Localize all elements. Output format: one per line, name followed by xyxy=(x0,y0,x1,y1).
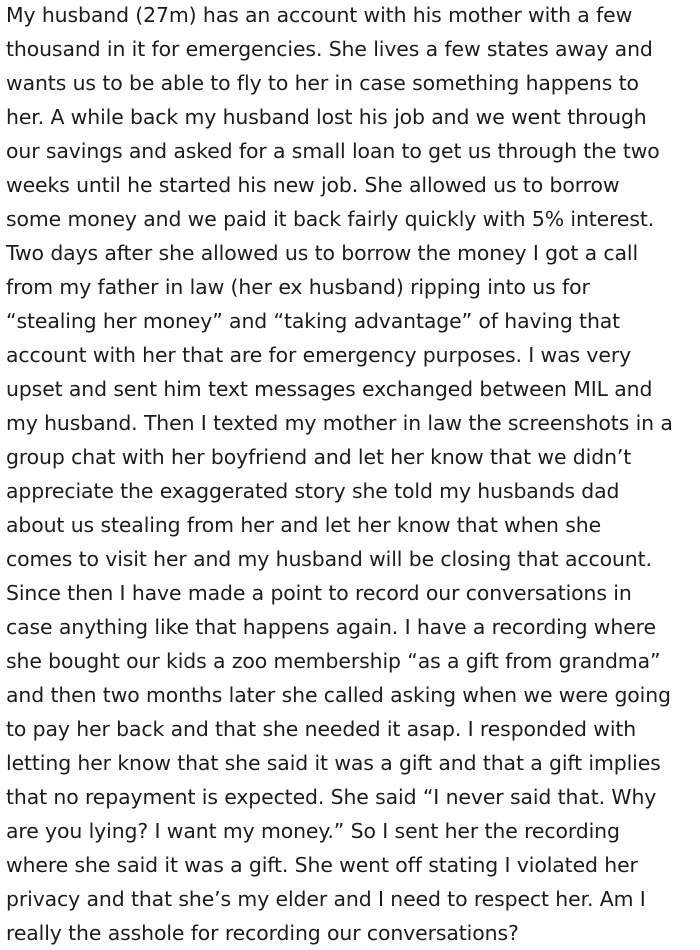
post-text-line: my husband. Then I texted my mother in law the screenshots in a xyxy=(6,411,673,435)
post-text-line: from my father in law (her ex husband) ripping into us for xyxy=(6,275,590,299)
post-text-line: and then two months later she called asking when we were going xyxy=(6,683,671,707)
post-text-line: privacy and that she’s my elder and I need to respect her. Am I xyxy=(6,887,646,911)
post-text-line: “stealing her money” and “taking advantage” of having that xyxy=(6,309,621,333)
post-text-line: that no repayment is expected. She said “I never said that. Why xyxy=(6,785,657,809)
post-text-line: wants us to be able to fly to her in case something happens to xyxy=(6,71,639,95)
post-text-line: letting her know that she said it was a gift and that a gift implies xyxy=(6,751,661,775)
post-text-line: upset and sent him text messages exchanged between MIL and xyxy=(6,377,653,401)
post-text-line: Two days after she allowed us to borrow the money I got a call xyxy=(6,241,639,265)
post-text-line: account with her that are for emergency purposes. I was very xyxy=(6,343,632,367)
post-text-line: our savings and asked for a small loan to get us through the two xyxy=(6,139,660,163)
post-text-line: comes to visit her and my husband will be closing that account. xyxy=(6,547,652,571)
post-text-line: thousand in it for emergencies. She lives a few states away and xyxy=(6,37,653,61)
post-text-line: Since then I have made a point to record our conversations in xyxy=(6,581,632,605)
post-text-line: are you lying? I want my money.” So I sent her the recording xyxy=(6,819,620,843)
post-text-line: about us stealing from her and let her know that when she xyxy=(6,513,602,537)
post-text-line: My husband (27m) has an account with his mother with a few xyxy=(6,3,633,27)
post-text-line: to pay her back and that she needed it asap. I responded with xyxy=(6,717,637,741)
post-text-line: appreciate the exaggerated story she told my husbands dad xyxy=(6,479,620,503)
post-text-line: group chat with her boyfriend and let her know that we didn’t xyxy=(6,445,632,469)
post-text-line: really the asshole for recording our conversations? xyxy=(6,921,519,945)
post-text-line: her. A while back my husband lost his job and we went through xyxy=(6,105,647,129)
post-text-line: weeks until he started his new job. She allowed us to borrow xyxy=(6,173,620,197)
post-text-line: she bought our kids a zoo membership “as a gift from grandma” xyxy=(6,649,661,673)
post-text-line: where she said it was a gift. She went off stating I violated her xyxy=(6,853,638,877)
post-text-line: case anything like that happens again. I have a recording where xyxy=(6,615,656,639)
post-text-line: some money and we paid it back fairly quickly with 5% interest. xyxy=(6,207,655,231)
